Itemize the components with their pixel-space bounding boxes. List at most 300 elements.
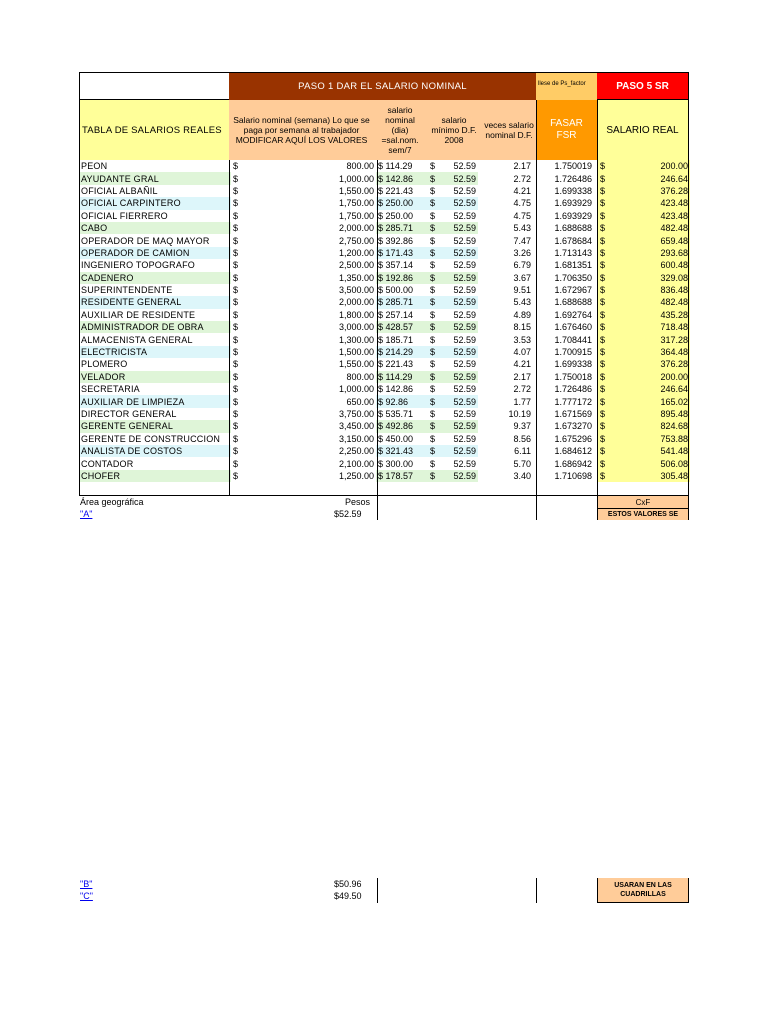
real-salary-cell[interactable] <box>598 470 690 482</box>
real-salary-cell[interactable] <box>598 358 690 370</box>
employee-name-cell[interactable] <box>79 296 231 308</box>
table-divider-line <box>229 160 230 496</box>
real-salary-value: 659.48 <box>660 235 688 246</box>
times-min-cell[interactable] <box>478 445 537 457</box>
note-top-cell: ESTOS VALORES SE <box>597 509 689 520</box>
currency-symbol: $ <box>233 223 239 234</box>
employee-name-cell[interactable] <box>79 321 231 333</box>
currency-symbol: $ <box>430 297 436 308</box>
min-salary-cell[interactable] <box>428 160 478 172</box>
min-salary-cell[interactable] <box>428 222 478 234</box>
fsr-cell[interactable] <box>537 346 598 358</box>
area-b-link[interactable]: "B" <box>80 879 93 889</box>
daily-salary-cell[interactable] <box>376 210 428 222</box>
fsr-value: 1.726486 <box>554 384 592 395</box>
real-salary-value: 718.48 <box>660 322 688 333</box>
min-salary-cell[interactable] <box>428 210 478 222</box>
nominal-salary-cell[interactable] <box>231 160 376 172</box>
nominal-salary-cell[interactable] <box>231 408 376 420</box>
real-salary-cell[interactable] <box>598 408 690 420</box>
times-min-cell[interactable] <box>478 371 537 383</box>
fsr-cell[interactable] <box>537 222 598 234</box>
min-salary-value: 52.59 <box>453 409 476 419</box>
nominal-salary-value: 1,500.00 <box>338 347 374 358</box>
daily-salary-value: $ 114.29 <box>378 371 413 382</box>
real-salary-cell[interactable] <box>598 371 690 383</box>
table-row <box>79 333 690 345</box>
daily-salary-cell[interactable] <box>376 247 428 259</box>
real-salary-value: 895.48 <box>660 409 688 419</box>
currency-symbol: $ <box>600 247 606 258</box>
daily-salary-cell[interactable] <box>376 420 428 432</box>
fsr-value: 1.671569 <box>554 409 592 419</box>
nominal-salary-cell[interactable] <box>231 346 376 358</box>
fsr-cell[interactable] <box>537 172 598 184</box>
employee-name-cell[interactable] <box>79 470 231 482</box>
nominal-salary-value: 1,200.00 <box>338 247 374 258</box>
real-salary-cell[interactable] <box>598 210 690 222</box>
employee-name-cell[interactable] <box>79 420 231 432</box>
min-salary-cell[interactable] <box>428 284 478 296</box>
daily-salary-value: $ 428.57 <box>378 322 414 333</box>
fsr-cell[interactable] <box>537 470 598 482</box>
daily-salary-cell[interactable] <box>376 259 428 271</box>
daily-salary-value: $ 250.00 <box>378 210 414 221</box>
fsr-value: 1.750018 <box>554 371 592 382</box>
daily-salary-value: $ 357.14 <box>378 260 414 271</box>
min-salary-value: 52.59 <box>453 384 476 395</box>
fsr-cell[interactable] <box>537 197 598 209</box>
fsr-cell[interactable] <box>537 185 598 197</box>
fsr-cell[interactable] <box>537 296 598 308</box>
nominal-salary-cell[interactable] <box>231 185 376 197</box>
employee-name-cell[interactable] <box>79 247 231 259</box>
table-left-border <box>79 100 80 496</box>
daily-salary-cell[interactable] <box>376 234 428 246</box>
employee-name: OFICIAL FIERRERO <box>81 210 168 221</box>
times-min-value: 4.21 <box>513 359 531 370</box>
employee-name-cell[interactable] <box>79 172 231 184</box>
times-min-cell[interactable] <box>478 247 537 259</box>
currency-symbol: $ <box>233 185 239 196</box>
real-salary-cell[interactable] <box>598 433 690 445</box>
daily-salary-cell[interactable] <box>376 470 428 482</box>
employee-name-cell[interactable] <box>79 358 231 370</box>
nominal-salary-cell[interactable] <box>231 210 376 222</box>
nominal-salary-cell[interactable] <box>231 309 376 321</box>
fsr-cell[interactable] <box>537 160 598 172</box>
table-divider-line <box>536 100 537 496</box>
times-min-cell[interactable] <box>478 197 537 209</box>
employee-name-cell[interactable] <box>79 333 231 345</box>
daily-salary-value: $ 285.71 <box>378 223 414 234</box>
table-row <box>79 321 690 333</box>
fsr-cell[interactable] <box>537 247 598 259</box>
nominal-salary-value: 800.00 <box>346 161 374 172</box>
employee-name-cell[interactable] <box>79 445 231 457</box>
fsr-cell[interactable] <box>537 321 598 333</box>
employee-name-cell[interactable] <box>79 210 231 222</box>
nominal-salary-cell[interactable] <box>231 172 376 184</box>
daily-salary-value: $ 450.00 <box>378 433 414 444</box>
fsr-cell[interactable] <box>537 383 598 395</box>
daily-salary-cell[interactable] <box>376 333 428 345</box>
currency-symbol: $ <box>430 371 436 382</box>
fsr-cell[interactable] <box>537 371 598 383</box>
fsr-cell[interactable] <box>537 420 598 432</box>
daily-salary-cell[interactable] <box>376 358 428 370</box>
currency-symbol: $ <box>233 161 239 172</box>
times-min-cell[interactable] <box>478 296 537 308</box>
currency-symbol: $ <box>233 285 239 296</box>
employee-name-cell[interactable] <box>79 346 231 358</box>
currency-symbol: $ <box>430 260 436 271</box>
currency-symbol: $ <box>430 446 436 457</box>
daily-salary-cell[interactable] <box>376 172 428 184</box>
table-divider-line <box>377 160 378 496</box>
daily-salary-cell[interactable] <box>376 296 428 308</box>
fsr-value: 1.688688 <box>554 297 592 308</box>
employee-name: AUXILIAR DE LIMPIEZA <box>81 396 185 407</box>
real-salary-cell[interactable] <box>598 333 690 345</box>
min-salary-cell[interactable] <box>428 457 478 469</box>
daily-salary-value: $ 492.86 <box>378 421 414 432</box>
daily-salary-cell[interactable] <box>376 371 428 383</box>
nominal-salary-cell[interactable] <box>231 383 376 395</box>
nominal-salary-cell[interactable] <box>231 457 376 469</box>
nominal-salary-cell[interactable] <box>231 321 376 333</box>
fsr-cell[interactable] <box>537 309 598 321</box>
min-salary-cell[interactable] <box>428 321 478 333</box>
daily-salary-cell[interactable] <box>376 321 428 333</box>
min-salary-cell[interactable] <box>428 259 478 271</box>
times-min-cell[interactable] <box>478 185 537 197</box>
nominal-salary-cell[interactable] <box>231 358 376 370</box>
min-salary-cell[interactable] <box>428 346 478 358</box>
times-min-cell[interactable] <box>478 333 537 345</box>
min-salary-value: 52.59 <box>453 347 476 358</box>
times-min-cell[interactable] <box>478 358 537 370</box>
real-salary-cell[interactable] <box>598 197 690 209</box>
fsr-cell[interactable] <box>537 445 598 457</box>
daily-salary-cell[interactable] <box>376 457 428 469</box>
fsr-value: 1.672967 <box>554 285 592 296</box>
daily-salary-cell[interactable] <box>376 395 428 407</box>
fsr-cell[interactable] <box>537 234 598 246</box>
fsr-cell[interactable] <box>537 433 598 445</box>
employee-name-cell[interactable] <box>79 185 231 197</box>
min-salary-value: 52.59 <box>453 371 476 382</box>
real-salary-cell[interactable] <box>598 172 690 184</box>
fsr-value: 1.726486 <box>554 173 592 184</box>
real-salary-cell[interactable] <box>598 234 690 246</box>
min-salary-cell[interactable] <box>428 470 478 482</box>
real-salary-cell[interactable] <box>598 457 690 469</box>
nominal-salary-value: 3,500.00 <box>338 285 374 296</box>
employee-name: ALMACENISTA GENERAL <box>81 334 193 345</box>
nominal-salary-cell[interactable] <box>231 284 376 296</box>
employee-name-cell[interactable] <box>79 433 231 445</box>
min-salary-value: 52.59 <box>453 433 476 444</box>
currency-symbol: $ <box>430 223 436 234</box>
nominal-salary-value: 800.00 <box>346 371 374 382</box>
daily-salary-value: $ 192.86 <box>378 272 414 283</box>
currency-symbol: $ <box>600 347 606 358</box>
fsr-cell[interactable] <box>537 210 598 222</box>
nominal-salary-cell[interactable] <box>231 296 376 308</box>
fsr-cell[interactable] <box>537 408 598 420</box>
currency-symbol: $ <box>430 235 436 246</box>
currency-symbol: $ <box>430 272 436 283</box>
min-salary-value: 52.59 <box>453 198 476 209</box>
currency-symbol: $ <box>600 297 606 308</box>
nominal-salary-cell[interactable] <box>231 333 376 345</box>
fsr-cell[interactable] <box>537 333 598 345</box>
times-min-value: 3.67 <box>513 272 531 283</box>
nominal-salary-value: 2,750.00 <box>338 235 374 246</box>
daily-salary-cell[interactable] <box>376 433 428 445</box>
employee-name-cell[interactable] <box>79 160 231 172</box>
table-row <box>79 234 690 246</box>
times-min-cell[interactable] <box>478 457 537 469</box>
times-min-value: 3.26 <box>513 247 531 258</box>
times-min-cell[interactable] <box>478 433 537 445</box>
real-salary-cell[interactable] <box>598 420 690 432</box>
fsr-cell[interactable] <box>537 272 598 284</box>
nominal-salary-value: 2,500.00 <box>338 260 374 271</box>
table-row <box>79 172 690 184</box>
times-min-cell[interactable] <box>478 284 537 296</box>
nominal-salary-value: 1,750.00 <box>338 210 374 221</box>
real-salary-cell[interactable] <box>598 395 690 407</box>
fsr-cell[interactable] <box>537 457 598 469</box>
fsr-value: 1.678684 <box>554 235 592 246</box>
min-salary-cell[interactable] <box>428 395 478 407</box>
times-min-cell[interactable] <box>478 408 537 420</box>
real-salary-cell[interactable] <box>598 383 690 395</box>
employee-name-cell[interactable] <box>79 259 231 271</box>
daily-salary-cell[interactable] <box>376 160 428 172</box>
min-salary-cell[interactable] <box>428 445 478 457</box>
daily-salary-cell[interactable] <box>376 185 428 197</box>
nominal-salary-value: 1,550.00 <box>338 359 374 370</box>
times-min-cell[interactable] <box>478 321 537 333</box>
times-min-value: 5.43 <box>513 297 531 308</box>
salary-table <box>79 160 690 482</box>
currency-symbol: $ <box>600 409 606 419</box>
daily-salary-cell[interactable] <box>376 309 428 321</box>
fsr-value: 1.676460 <box>554 322 592 333</box>
nominal-salary-cell[interactable] <box>231 259 376 271</box>
employee-name: OFICIAL CARPINTERO <box>81 198 181 209</box>
daily-salary-value: $ 142.86 <box>378 173 414 184</box>
real-salary-cell[interactable] <box>598 296 690 308</box>
currency-symbol: $ <box>430 458 436 469</box>
times-min-cell[interactable] <box>478 470 537 482</box>
min-salary-value: 52.59 <box>453 359 476 370</box>
employee-name-cell[interactable] <box>79 197 231 209</box>
times-min-cell[interactable] <box>478 272 537 284</box>
employee-name-cell[interactable] <box>79 272 231 284</box>
employee-name: CABO <box>81 223 108 234</box>
real-salary-cell[interactable] <box>598 346 690 358</box>
real-salary-cell[interactable] <box>598 445 690 457</box>
times-min-cell[interactable] <box>478 309 537 321</box>
times-min-cell[interactable] <box>478 172 537 184</box>
area-c-link[interactable]: "C" <box>80 891 93 901</box>
nominal-salary-cell[interactable] <box>231 371 376 383</box>
times-min-value: 1.77 <box>513 396 531 407</box>
min-salary-cell[interactable] <box>428 371 478 383</box>
table-row <box>79 420 690 432</box>
employee-name: CONTADOR <box>81 458 134 469</box>
min-salary-cell[interactable] <box>428 272 478 284</box>
fsr-cell[interactable] <box>537 259 598 271</box>
min-salary-value: 52.59 <box>453 309 476 320</box>
employee-name: AYUDANTE GRAL <box>81 173 159 184</box>
nominal-salary-cell[interactable] <box>231 395 376 407</box>
times-min-cell[interactable] <box>478 383 537 395</box>
min-salary-cell[interactable] <box>428 408 478 420</box>
fsr-value: 1.675296 <box>554 433 592 444</box>
table-row <box>79 296 690 308</box>
currency-symbol: $ <box>233 446 239 457</box>
nominal-salary-cell[interactable] <box>231 247 376 259</box>
real-salary-cell[interactable] <box>598 309 690 321</box>
nominal-salary-cell[interactable] <box>231 470 376 482</box>
employee-name-cell[interactable] <box>79 383 231 395</box>
nominal-salary-cell[interactable] <box>231 420 376 432</box>
real-salary-value: 305.48 <box>660 470 688 481</box>
table-row <box>79 197 690 209</box>
times-min-cell[interactable] <box>478 259 537 271</box>
daily-salary-cell[interactable] <box>376 346 428 358</box>
real-salary-cell[interactable] <box>598 321 690 333</box>
real-salary-cell[interactable] <box>598 284 690 296</box>
daily-salary-cell[interactable] <box>376 445 428 457</box>
nominal-salary-cell[interactable] <box>231 433 376 445</box>
daily-salary-cell[interactable] <box>376 284 428 296</box>
real-salary-value: 423.48 <box>660 210 688 221</box>
currency-symbol: $ <box>233 470 239 481</box>
daily-salary-value: $ 535.71 <box>378 409 414 419</box>
times-min-cell[interactable] <box>478 420 537 432</box>
min-salary-value: 52.59 <box>453 235 476 246</box>
fsr-cell[interactable] <box>537 395 598 407</box>
employee-name: INGENIERO TOPOGRAFO <box>81 260 195 271</box>
table-row <box>79 358 690 370</box>
nominal-salary-cell[interactable] <box>231 445 376 457</box>
real-salary-cell[interactable] <box>598 222 690 234</box>
currency-symbol: $ <box>600 334 606 345</box>
min-salary-cell[interactable] <box>428 234 478 246</box>
daily-salary-cell[interactable] <box>376 272 428 284</box>
currency-symbol: $ <box>600 384 606 395</box>
min-salary-cell[interactable] <box>428 358 478 370</box>
employee-name-cell[interactable] <box>79 222 231 234</box>
fsr-cell[interactable] <box>537 358 598 370</box>
daily-salary-cell[interactable] <box>376 197 428 209</box>
table-row <box>79 272 690 284</box>
min-salary-cell[interactable] <box>428 383 478 395</box>
daily-salary-value: $ 142.86 <box>378 384 414 395</box>
table-divider-line <box>597 100 598 496</box>
employee-name-cell[interactable] <box>79 309 231 321</box>
real-salary-value: 753.88 <box>660 433 688 444</box>
employee-name: RESIDENTE GENERAL <box>81 297 182 308</box>
currency-symbol: $ <box>430 210 436 221</box>
employee-name-cell[interactable] <box>79 234 231 246</box>
fsr-cell[interactable] <box>537 284 598 296</box>
times-min-cell[interactable] <box>478 210 537 222</box>
area-a-link[interactable]: "A" <box>80 509 93 519</box>
daily-salary-cell[interactable] <box>376 408 428 420</box>
real-salary-cell[interactable] <box>598 272 690 284</box>
daily-salary-cell[interactable] <box>376 222 428 234</box>
times-min-cell[interactable] <box>478 160 537 172</box>
min-salary-cell[interactable] <box>428 333 478 345</box>
real-salary-value: 376.28 <box>660 185 688 196</box>
times-min-cell[interactable] <box>478 234 537 246</box>
times-min-cell[interactable] <box>478 222 537 234</box>
employee-name-cell[interactable] <box>79 408 231 420</box>
min-salary-value: 52.59 <box>453 285 476 296</box>
min-salary-cell[interactable] <box>428 296 478 308</box>
real-salary-value: 376.28 <box>660 359 688 370</box>
nominal-salary-cell[interactable] <box>231 272 376 284</box>
min-salary-cell[interactable] <box>428 197 478 209</box>
times-min-cell[interactable] <box>478 395 537 407</box>
daily-salary-cell[interactable] <box>376 383 428 395</box>
real-salary-cell[interactable] <box>598 160 690 172</box>
min-salary-value: 52.59 <box>453 272 476 283</box>
currency-symbol: $ <box>600 161 606 172</box>
currency-symbol: $ <box>233 198 239 209</box>
employee-name: SUPERINTENDENTE <box>81 285 173 296</box>
nominal-salary-header: Salario nominal (semana) Lo que se paga por semana al trabajador MODIFICAR AQUÍ LOS VALORES <box>229 100 374 160</box>
currency-symbol: $ <box>600 198 606 209</box>
daily-salary-value: $ 185.71 <box>378 334 414 345</box>
currency-symbol: $ <box>600 260 606 271</box>
employee-name: AUXILIAR DE RESIDENTE <box>81 309 196 320</box>
nominal-salary-value: 1,000.00 <box>338 384 374 395</box>
employee-name-cell[interactable] <box>79 395 231 407</box>
nominal-salary-cell[interactable] <box>231 222 376 234</box>
currency-symbol: $ <box>600 371 606 382</box>
nominal-salary-cell[interactable] <box>231 234 376 246</box>
real-salary-header: SALARIO REAL <box>597 100 689 160</box>
min-salary-cell[interactable] <box>428 185 478 197</box>
nominal-salary-cell[interactable] <box>231 197 376 209</box>
min-salary-cell[interactable] <box>428 172 478 184</box>
real-salary-cell[interactable] <box>598 185 690 197</box>
min-salary-value: 52.59 <box>453 223 476 234</box>
min-salary-cell[interactable] <box>428 247 478 259</box>
fsr-value: 1.673270 <box>554 421 592 432</box>
times-min-cell[interactable] <box>478 346 537 358</box>
real-salary-value: 165.02 <box>660 396 688 407</box>
employee-name: PEON <box>81 161 108 172</box>
employee-name-cell[interactable] <box>79 457 231 469</box>
employee-name-cell[interactable] <box>79 371 231 383</box>
min-salary-cell[interactable] <box>428 433 478 445</box>
min-salary-cell[interactable] <box>428 420 478 432</box>
employee-name-cell[interactable] <box>79 284 231 296</box>
real-salary-cell[interactable] <box>598 247 690 259</box>
min-salary-cell[interactable] <box>428 309 478 321</box>
currency-symbol: $ <box>600 322 606 333</box>
real-salary-cell[interactable] <box>598 259 690 271</box>
